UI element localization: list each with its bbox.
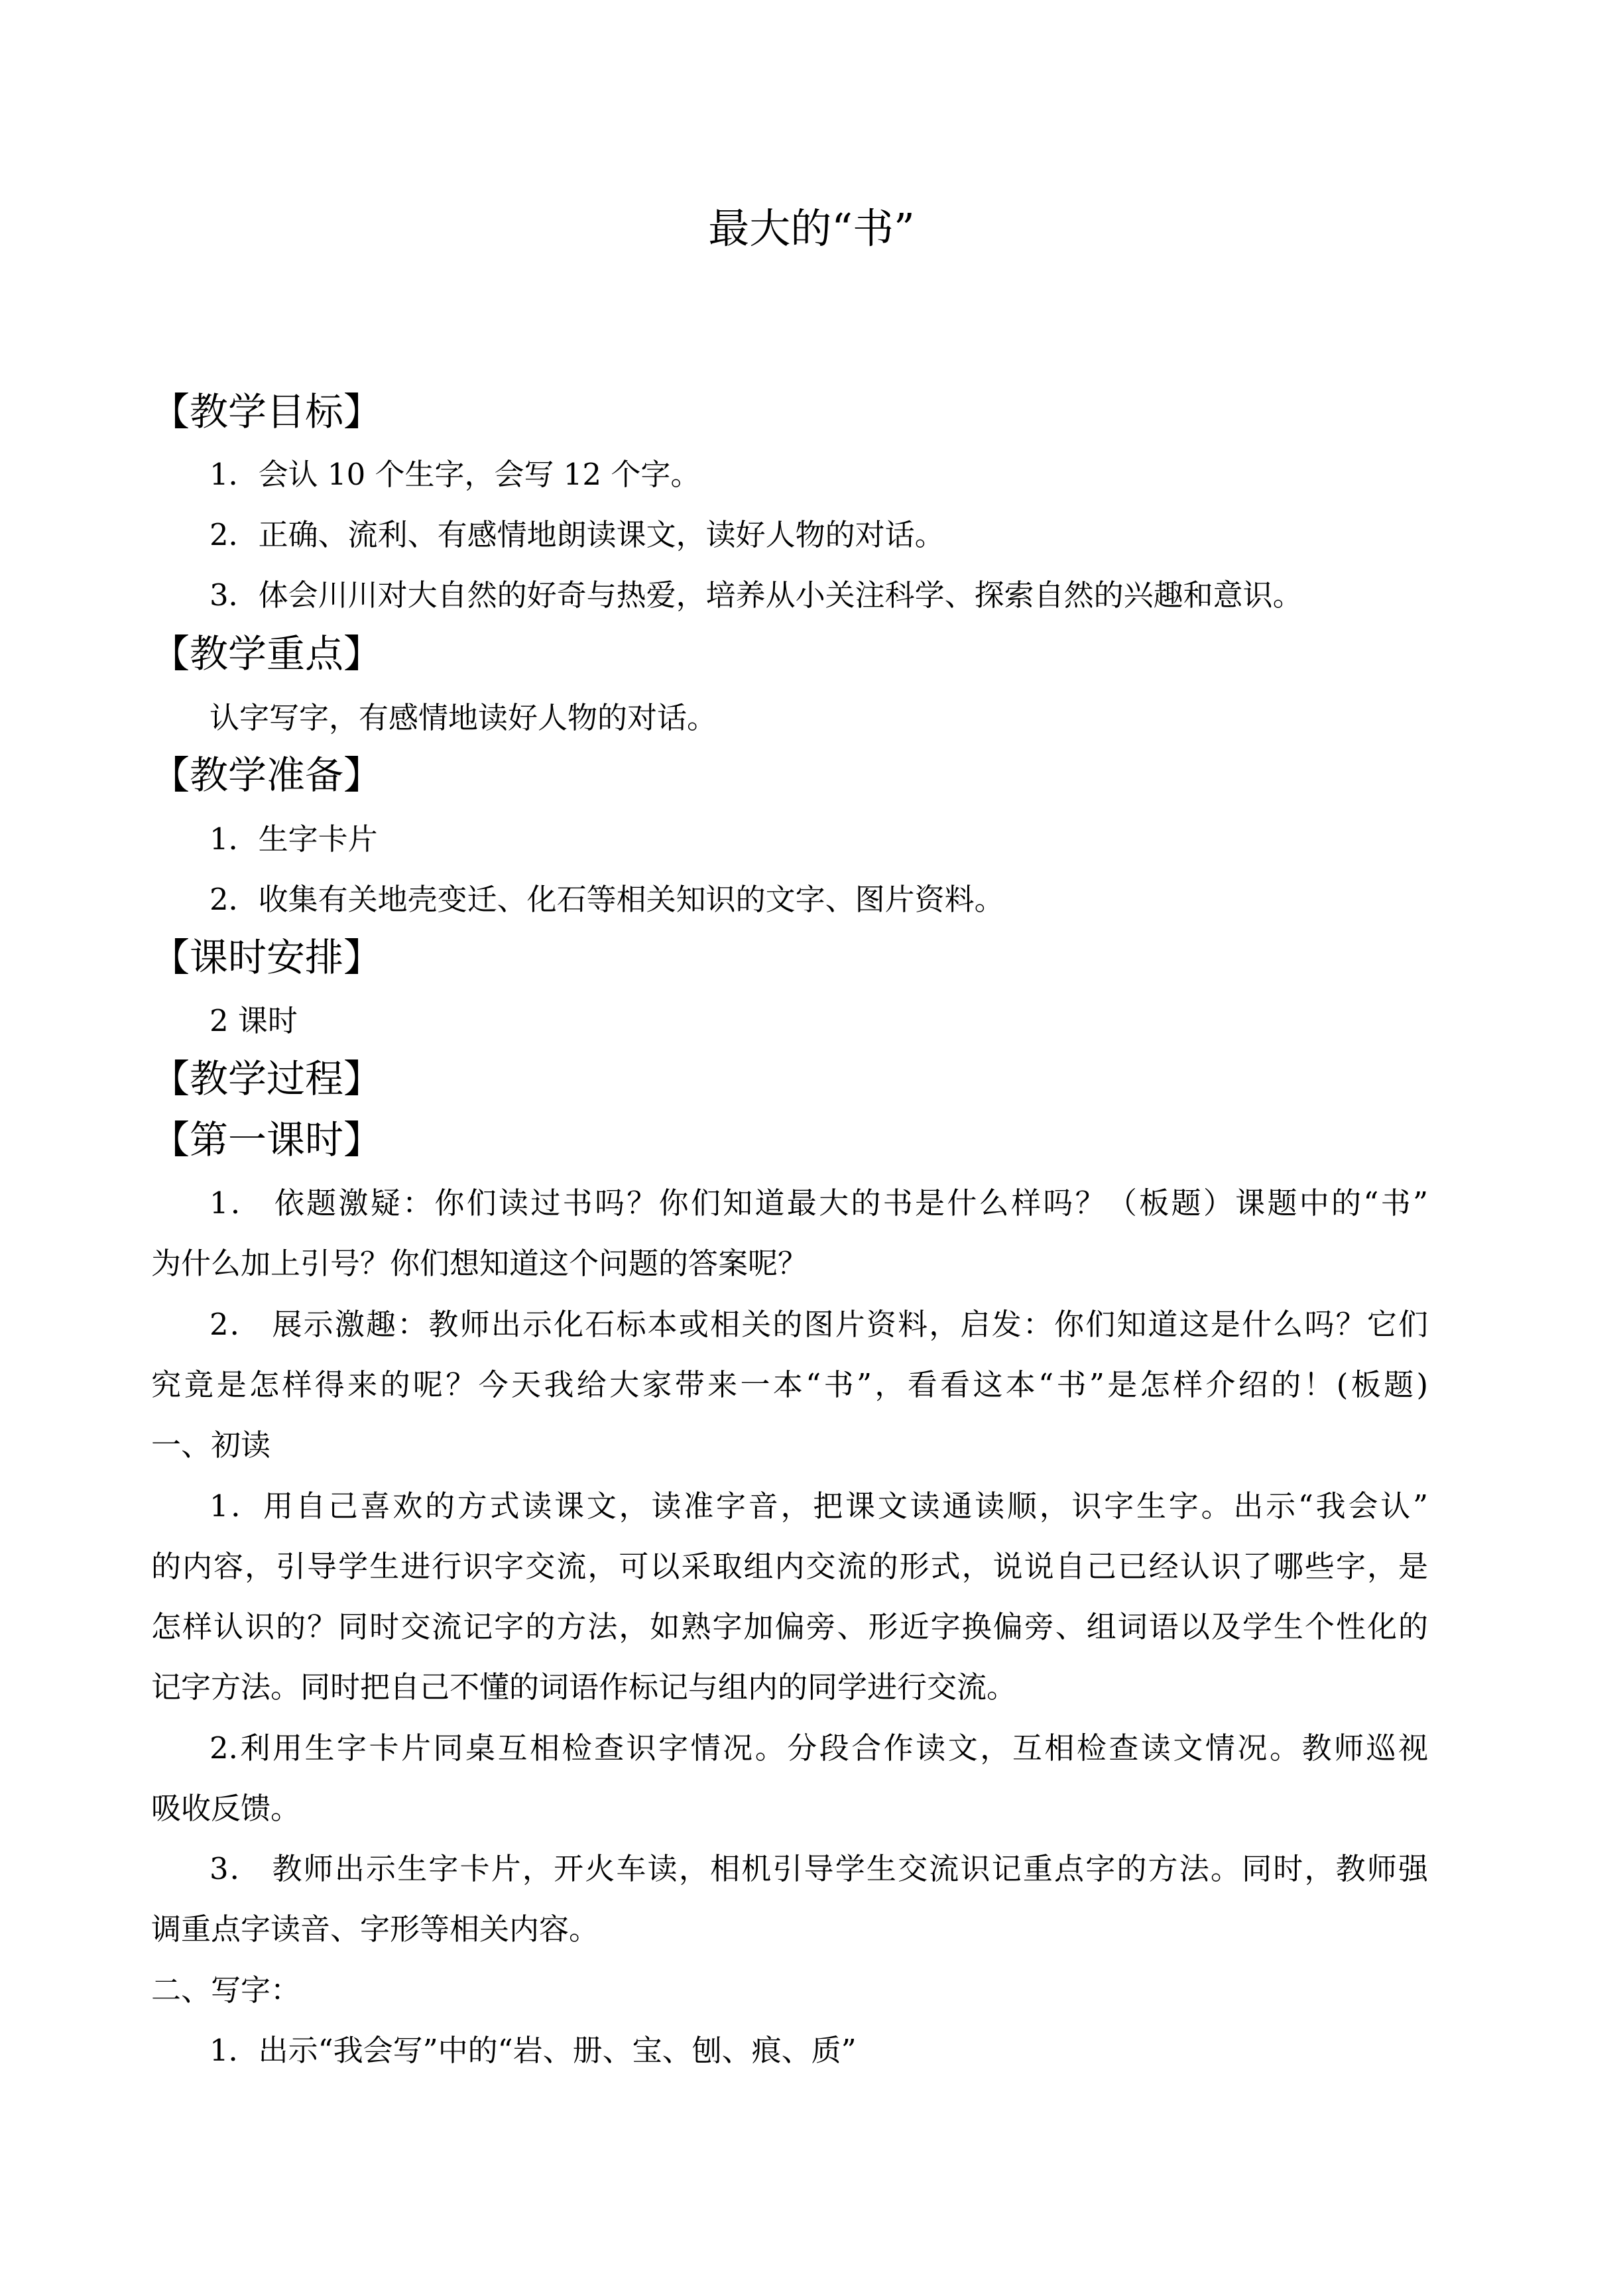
lesson1-heading: 【第一课时】 [151,1117,383,1162]
preparation-item-1: 1．生字卡片 [210,821,378,857]
schedule-text: 2 课时 [210,1003,298,1038]
part2-p1: 1．出示“我会写”中的“岩、册、宝、刨、痕、质” [210,2033,857,2068]
intro2-line1: 2． 展示激趣：教师出示化石标本或相关的图片资料，启发：你们知道这是什么吗？它们 [210,1307,1428,1342]
part1-p3-line2: 调重点字读音、字形等相关内容。 [151,1911,599,1947]
preparation-heading: 【教学准备】 [151,753,383,798]
process-heading: 【教学过程】 [151,1056,383,1101]
preparation-item-2: 2．收集有关地壳变迁、化石等相关知识的文字、图片资料。 [210,882,1004,917]
part1-p3-line1: 3． 教师出示生字卡片，开火车读，相机引导学生交流识记重点字的方法。同时，教师强 [210,1851,1428,1886]
part1-p2-line2: 吸收反馈。 [151,1791,301,1826]
part1-p1-line2: 的内容，引导学生进行识字交流，可以采取组内交流的形式，说说自己已经认识了哪些字，是 [151,1549,1428,1584]
objectives-heading: 【教学目标】 [151,389,383,434]
part1-heading: 一、初读 [151,1427,271,1463]
part2-heading: 二、写字： [151,1972,301,2008]
intro1-line1: 1． 依题激疑：你们读过书吗？你们知道最大的书是什么样吗？（板题）课题中的“书” [210,1185,1428,1221]
schedule-heading: 【课时安排】 [151,935,383,980]
keypoints-text: 认字写字，有感情地读好人物的对话。 [210,700,717,735]
part1-p1-line3: 怎样认识的？同时交流记字的方法，如熟字加偏旁、形近字换偏旁、组词语以及学生个性化的 [151,1609,1428,1644]
objective-item-1: 1．会认 10 个生字，会写 12 个字。 [210,457,701,492]
objective-item-3: 3．体会川川对大自然的好奇与热爱，培养从小关注科学、探索自然的兴趣和意识。 [210,577,1303,613]
part1-p1-line1: 1．用自己喜欢的方式读课文，读准字音，把课文读通读顺，识字生字。出示“我会认” [210,1488,1428,1524]
part1-p1-line4: 记字方法。同时把自己不懂的词语作标记与组内的同学进行交流。 [151,1669,1017,1705]
part1-p2-line1: 2.利用生字卡片同桌互相检查识字情况。分段合作读文，互相检查读文情况。教师巡视 [210,1730,1428,1766]
keypoints-heading: 【教学重点】 [151,631,383,676]
objective-item-2: 2．正确、流利、有感情地朗读课文，读好人物的对话。 [210,517,945,552]
document-title: 最大的“书” [708,204,915,253]
intro2-line2: 究竟是怎样得来的呢？今天我给大家带来一本“书”，看看这本“书”是怎样介绍的！(板题) [151,1367,1428,1402]
intro1-line2: 为什么加上引号？你们想知道这个问题的答案呢？ [151,1246,808,1281]
